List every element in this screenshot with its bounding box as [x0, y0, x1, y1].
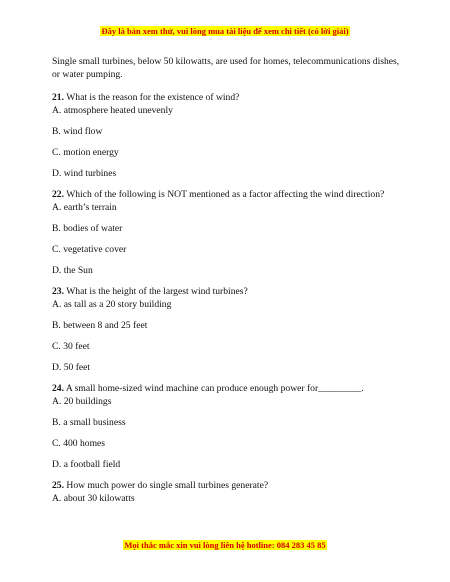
hotline-notice-text: Mọi thắc mắc xin vui lòng liên hệ hotline: 084 283 45 85 — [124, 540, 326, 550]
option-a: A. earth’s terrain — [52, 202, 117, 213]
question-24 — [52, 382, 402, 471]
question-number: 24. — [52, 383, 64, 394]
question-number: 25. — [52, 480, 64, 491]
option-c: C. motion energy — [52, 147, 119, 158]
hotline-notice-banner — [0, 540, 450, 551]
question-number: 21. — [52, 92, 64, 103]
option-d: D. 50 feet — [52, 362, 91, 373]
preview-notice-banner — [0, 26, 450, 37]
option-a: A. atmosphere heated unevenly — [52, 105, 173, 116]
question-text: What is the reason for the existence of wind? — [66, 92, 240, 103]
option-a: A. about 30 kilowatts — [52, 493, 135, 504]
preview-notice-text: Đây là bản xem thử, vui lòng mua tài liệu để xem chi tiết (có lời giải) — [101, 26, 349, 36]
document-content — [52, 55, 402, 513]
question-23 — [52, 285, 402, 374]
question-text: What is the height of the largest wind turbines? — [66, 286, 248, 297]
option-b: B. between 8 and 25 feet — [52, 320, 148, 331]
intro-paragraph: Single small turbines, below 50 kilowatts, are used for homes, telecommunications dishes, or water pumping. — [52, 56, 400, 80]
option-a: A. as tall as a 20 story building — [52, 299, 172, 310]
option-d: D. wind turbines — [52, 168, 117, 179]
question-text: A small home-sized wind machine can produce enough power for_________. — [65, 383, 364, 394]
option-a: A. 20 buildings — [52, 396, 112, 407]
question-text: Which of the following is NOT mentioned as a factor affecting the wind direction? — [66, 189, 385, 200]
option-c: C. vegetative cover — [52, 244, 127, 255]
option-b: B. bodies of water — [52, 223, 123, 234]
option-b: B. wind flow — [52, 126, 103, 137]
option-b: B. a small business — [52, 417, 126, 428]
question-25 — [52, 479, 402, 505]
question-stem — [52, 382, 402, 395]
option-d: D. a football field — [52, 459, 121, 470]
question-stem — [52, 188, 402, 201]
question-number: 22. — [52, 189, 64, 200]
question-22 — [52, 188, 402, 277]
question-stem — [52, 91, 402, 104]
question-number: 23. — [52, 286, 64, 297]
question-text: How much power do single small turbines generate? — [66, 480, 269, 491]
option-d: D. the Sun — [52, 265, 93, 276]
question-stem — [52, 479, 402, 492]
question-stem — [52, 285, 402, 298]
option-c: C. 400 homes — [52, 438, 106, 449]
option-c: C. 30 feet — [52, 341, 90, 352]
question-21 — [52, 91, 402, 180]
